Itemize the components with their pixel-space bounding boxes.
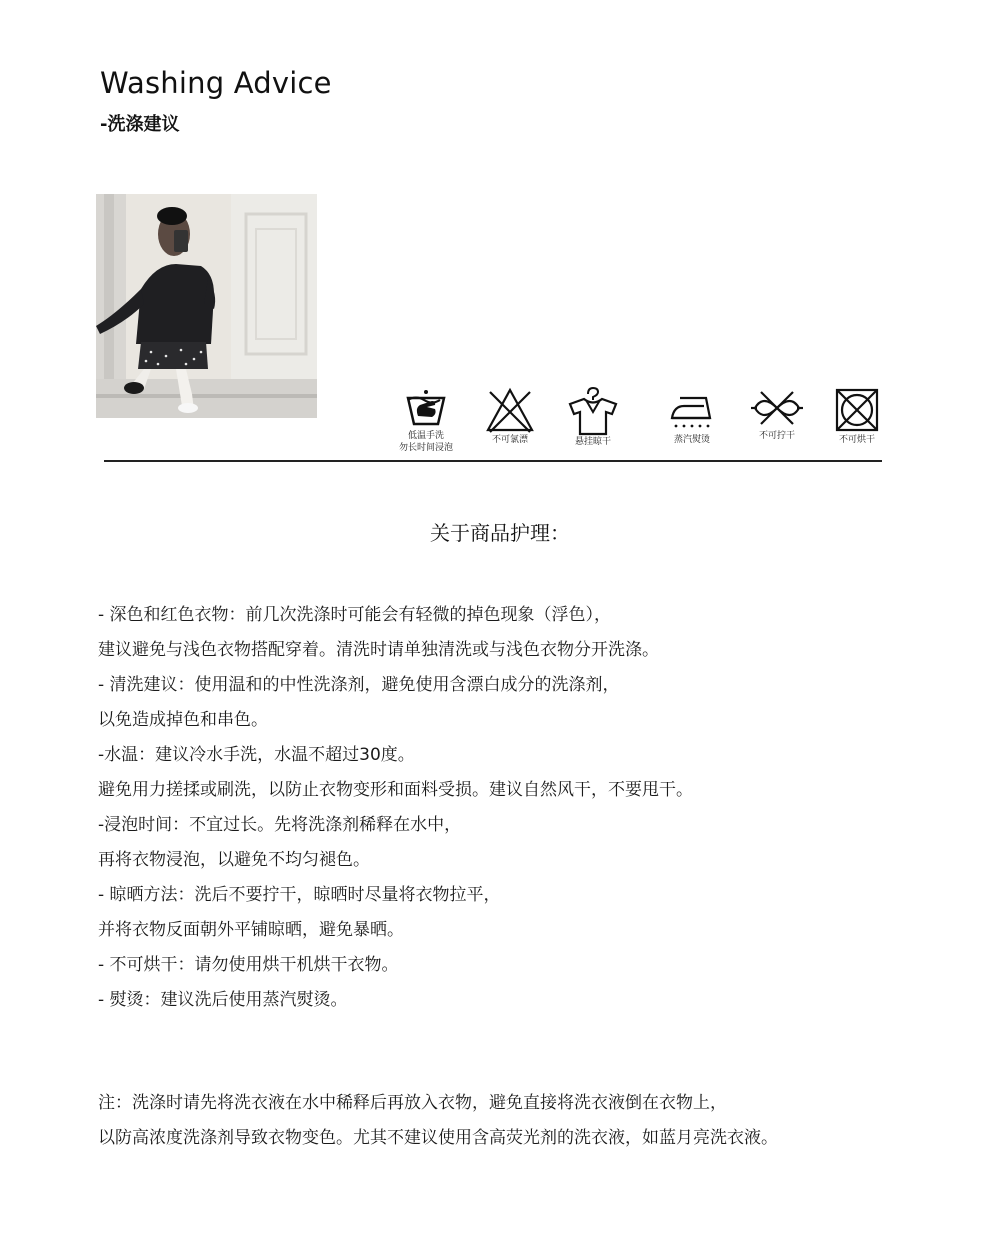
care-section-heading: 关于商品护理： xyxy=(430,521,570,545)
care-item-no-tumble-dry xyxy=(817,386,897,446)
care-label-line: 悬挂晾干 xyxy=(574,437,611,447)
advice-line: 再将衣物浸泡，以避免不均匀褪色。 xyxy=(98,850,370,870)
care-item-no-bleach xyxy=(470,386,550,446)
care-item-hang-dry xyxy=(553,386,633,448)
note-line: 注：洗涤时请先将洗衣液在水中稀释后再放入衣物，避免直接将洗衣液倒在衣物上， xyxy=(98,1093,727,1113)
care-label-line: 蒸汽熨烫 xyxy=(673,435,710,445)
care-item-steam-iron xyxy=(652,386,732,446)
page-title: Washing Advice xyxy=(100,66,332,100)
advice-line: -水温：建议冷水手洗，水温不超过30度。 xyxy=(98,745,415,765)
advice-line: 以免造成掉色和串色。 xyxy=(98,710,268,730)
care-advice-list xyxy=(98,598,958,1018)
hang-dry-icon xyxy=(566,386,620,436)
advice-line: 避免用力搓揉或刷洗，以防止衣物变形和面料受损。建议自然风干，不要甩干。 xyxy=(98,780,693,800)
care-note xyxy=(98,1086,958,1156)
product-photo xyxy=(96,194,317,418)
care-symbols-row xyxy=(380,386,890,466)
page-subtitle: -洗涤建议 xyxy=(100,114,180,135)
advice-line: - 深色和红色衣物：前几次洗涤时可能会有轻微的掉色现象（浮色）， xyxy=(98,605,612,625)
steam-iron-icon xyxy=(666,386,718,434)
hand-wash-low-temp-icon xyxy=(402,386,450,430)
no-wring-icon xyxy=(749,386,805,430)
no-tumble-dry-icon xyxy=(833,386,881,434)
advice-line: - 不可烘干：请勿使用烘干机烘干衣物。 xyxy=(98,955,399,975)
advice-line: - 晾晒方法：洗后不要拧干，晾晒时尽量将衣物拉平， xyxy=(98,885,501,905)
care-label-line: 不可氯漂 xyxy=(491,435,528,445)
care-item-hand-wash xyxy=(386,386,466,454)
advice-line: -浸泡时间：不宜过长。先将洗涤剂稀释在水中， xyxy=(98,815,462,835)
care-label-line: 不可拧干 xyxy=(758,431,795,441)
advice-line: - 熨烫：建议洗后使用蒸汽熨烫。 xyxy=(98,990,348,1010)
advice-line: 建议避免与浅色衣物搭配穿着。清洗时请单独清洗或与浅色衣物分开洗涤。 xyxy=(98,640,659,660)
section-divider xyxy=(104,460,882,462)
care-item-no-wring xyxy=(737,386,817,442)
note-line: 以防高浓度洗涤剂导致衣物变色。尤其不建议使用含高荧光剂的洗衣液，如蓝月亮洗衣液。 xyxy=(98,1128,778,1148)
care-label-line: 低温手洗 xyxy=(407,431,444,441)
care-label-line: 不可烘干 xyxy=(838,435,875,445)
advice-line: - 清洗建议：使用温和的中性洗涤剂，避免使用含漂白成分的洗涤剂， xyxy=(98,675,620,695)
no-bleach-icon xyxy=(484,386,536,434)
care-label-line: 勿长时间浸泡 xyxy=(398,443,453,453)
advice-line: 并将衣物反面朝外平铺晾晒，避免暴晒。 xyxy=(98,920,404,940)
